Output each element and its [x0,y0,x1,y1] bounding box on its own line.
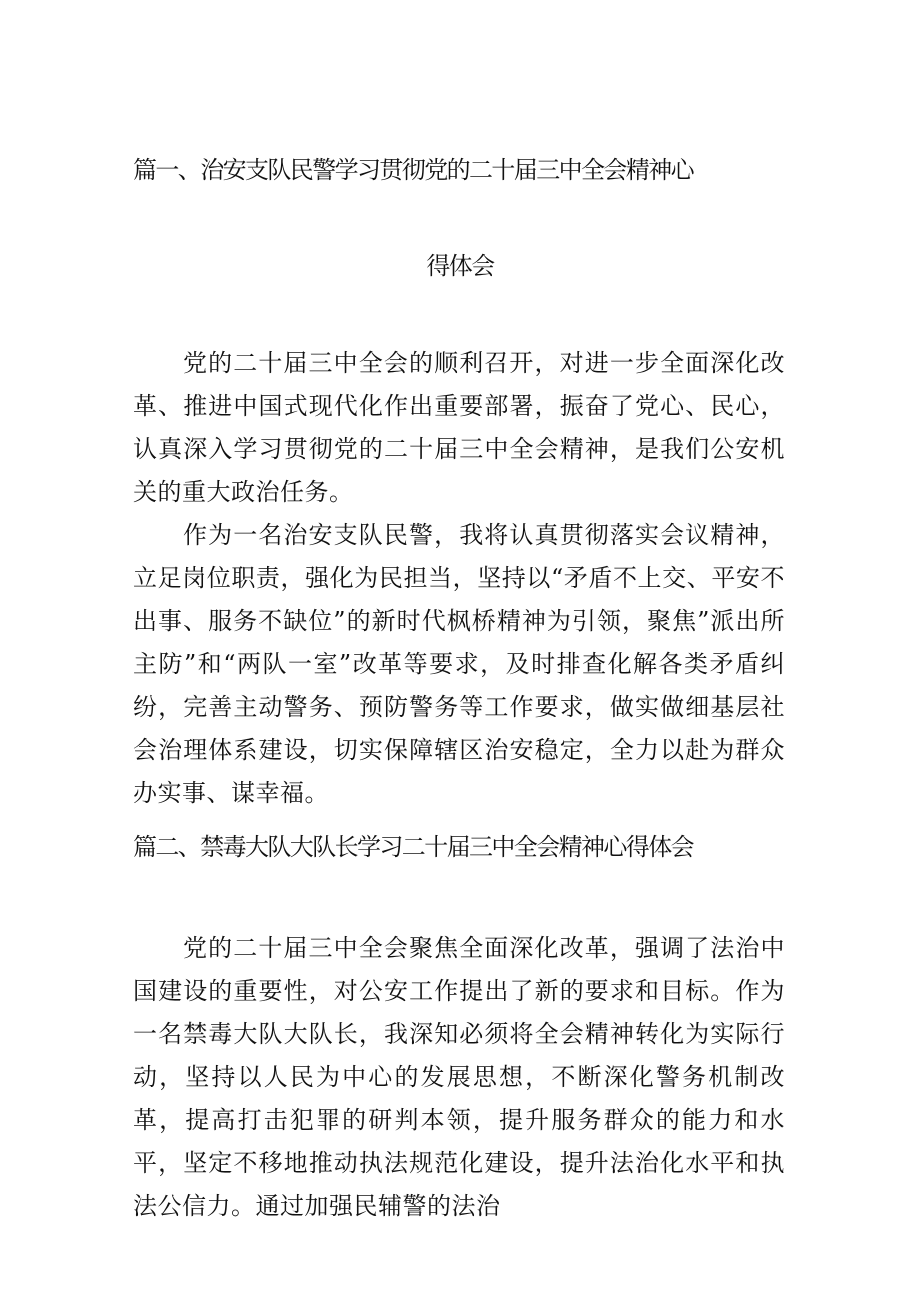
section-1-paragraph-1: 党的二十届三中全会的顺利召开，对进一步全面深化改革、推进中国式现代化作出重要部署，振奋了党心、民心，认真深入学习贯彻党的二十届三中全会精神，是我们公安机关的重大政治任务。 [133,349,785,506]
section-2-heading: 篇二、禁毒大队大队长学习二十届三中全会精神心得体会 [133,833,693,861]
section-2-paragraph-1: 党的二十届三中全会聚焦全面深化改革，强调了法治中国建设的重要性，对公安工作提出了新的要求和目标。作为一名禁毒大队大队长，我深知必须将全会精神转化为实际行动，坚持以人民为中心的发展思想，不断深化警务机制改革，提高打击犯罪的研判本领，提升服务群众的能力和水平，坚定不移地推动执法规范化建设，提升法治化水平和执法公信力。通过加强民辅警的法治 [133,934,785,1220]
section-1-paragraph-2: 作为一名治安支队民警，我将认真贯彻落实会议精神，立足岗位职责，强化为民担当，坚持以“矛盾不上交、平安不出事、服务不缺位”的新时代枫桥精神为引领，聚焦”派出所主防”和“两队一室”改革等要求，及时排查化解各类矛盾纠纷，完善主动警务、预防警务等工作要求，做实做细基层社会治理体系建设，切实保障辖区治安稳定，全力以赴为群众办实事、谋幸福。 [133,521,785,807]
section-1-heading-line-2: 得体会 [426,252,494,280]
section-1-heading-line-1: 篇一、治安支队民警学习贯彻党的二十届三中全会精神心 [133,156,693,184]
